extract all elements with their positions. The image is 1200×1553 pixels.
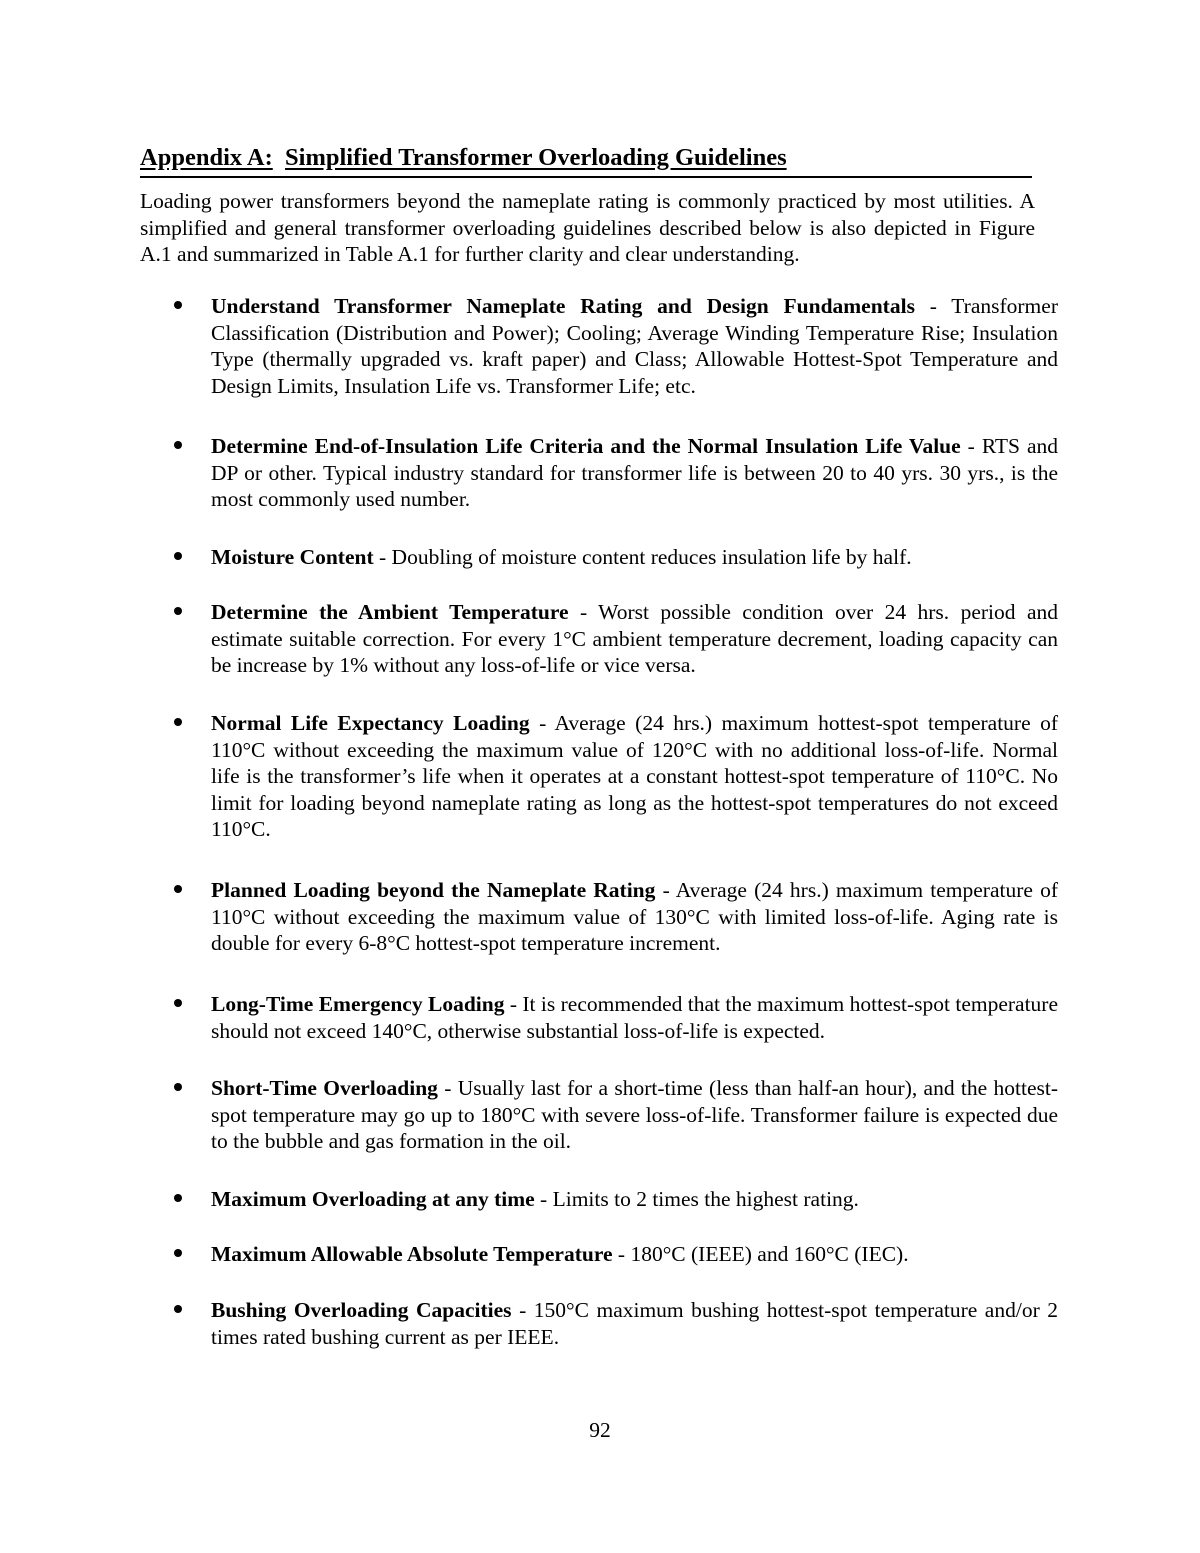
bullet-icon [174, 1305, 182, 1313]
list-item-text [211, 293, 1058, 399]
list-item-text [211, 991, 1058, 1044]
bullet-icon [174, 999, 182, 1007]
bullet-icon [174, 607, 182, 615]
list-item-description: - Doubling of moisture content reduces insulation life by half. [373, 545, 912, 569]
list-item-term: Short-Time Overloading [211, 1076, 438, 1100]
list-item-text [211, 1297, 1058, 1350]
bullet-icon [174, 552, 182, 560]
list-item-description: - Transformer Classification (Distribution and Power); Cooling; Average Winding Temperature Rise; Insulation Type (thermally upgraded vs. kraft paper) and Class; Allowable Hottest-Spot Temperature and Design Limits, Insulation Life vs. Transformer Life; etc. [211, 294, 1058, 398]
list-item-text [211, 1075, 1058, 1155]
list-item-text [211, 1186, 1058, 1213]
intro-paragraph: Loading power transformers beyond the nameplate rating is commonly practiced by most utilities. A simplified and general transformer overloading guidelines described below is also depicted in Figure A.1 and summarized in Table A.1 for further clarity and clear understanding. [140, 189, 1035, 266]
list-item-description: - 150°C maximum bushing hottest-spot temperature and/or 2 times rated bushing current as per IEEE. [211, 1298, 1059, 1349]
list-item-term: Maximum Overloading at any time [211, 1187, 535, 1211]
list-item-text [211, 599, 1058, 679]
list-item-term: Bushing Overloading Capacities [211, 1298, 512, 1322]
appendix-label: Appendix A: [140, 144, 273, 171]
list-item-description: - Usually last for a short-time (less than half-an hour), and the hottest-spot temperature may go up to 180°C with severe loss-of-life. Transformer failure is expected due to the bubble and gas formation in the oil. [211, 1076, 1059, 1153]
list-item-description: - Worst possible condition over 24 hrs. period and estimate suitable correction. For every 1°C ambient temperature decrement, loading capacity can be increase by 1% without any loss-of-life or vice versa. [211, 600, 1058, 677]
page-number: 92 [589, 1418, 611, 1442]
list-item-text [211, 877, 1058, 957]
list-item-term: Maximum Allowable Absolute Temperature [211, 1242, 613, 1266]
list-item-text [211, 710, 1058, 843]
appendix-title: Simplified Transformer Overloading Guidelines [285, 144, 787, 171]
list-item-term: Long-Time Emergency Loading [211, 992, 505, 1016]
list-item-description: - Limits to 2 times the highest rating. [534, 1187, 859, 1211]
list-item-description: - It is recommended that the maximum hottest-spot temperature should not exceed 140°C, otherwise substantial loss-of-life is expected. [211, 992, 1059, 1043]
bullet-icon [174, 1083, 182, 1091]
list-item-text [211, 433, 1058, 513]
bullet-icon [174, 441, 182, 449]
list-item-description: - RTS and DP or other. Typical industry standard for transformer life is between 20 to 40 yrs. 30 yrs., is the most commonly used number. [211, 434, 1058, 511]
list-item-term: Normal Life Expectancy Loading [211, 711, 530, 735]
list-item-term: Determine the Ambient Temperature [211, 600, 569, 624]
list-item-term: Moisture Content [211, 545, 374, 569]
page-title [140, 142, 1032, 178]
list-item-term: Planned Loading beyond the Nameplate Rating [211, 878, 656, 902]
list-item-text [211, 1241, 1058, 1268]
list-item-description: - 180°C (IEEE) and 160°C (IEC). [612, 1242, 909, 1266]
bullet-icon [174, 718, 182, 726]
bullet-icon [174, 1194, 182, 1202]
list-item-term: Understand Transformer Nameplate Rating and Design Fundamentals [211, 294, 915, 318]
list-item-description: - Average (24 hrs.) maximum hottest-spot temperature of 110°C without exceeding the maximum value of 120°C with no additional loss-of-life. Normal life is the transformer’s life when it operates at a constant hottest-spot temperature of 110°C. No limit for loading beyond nameplate rating as long as the hottest-spot temperatures do not exceed 110°C. [211, 711, 1058, 841]
list-item-term: Determine End-of-Insulation Life Criteria and the Normal Insulation Life Value [211, 434, 961, 458]
bullet-icon [174, 1249, 182, 1257]
bullet-icon [174, 885, 182, 893]
list-item-description: - Average (24 hrs.) maximum temperature of 110°C without exceeding the maximum value of 130°C with limited loss-of-life. Aging rate is double for every 6-8°C hottest-spot temperature increment. [211, 878, 1059, 955]
bullet-icon [174, 301, 182, 309]
list-item-text [211, 544, 1058, 571]
